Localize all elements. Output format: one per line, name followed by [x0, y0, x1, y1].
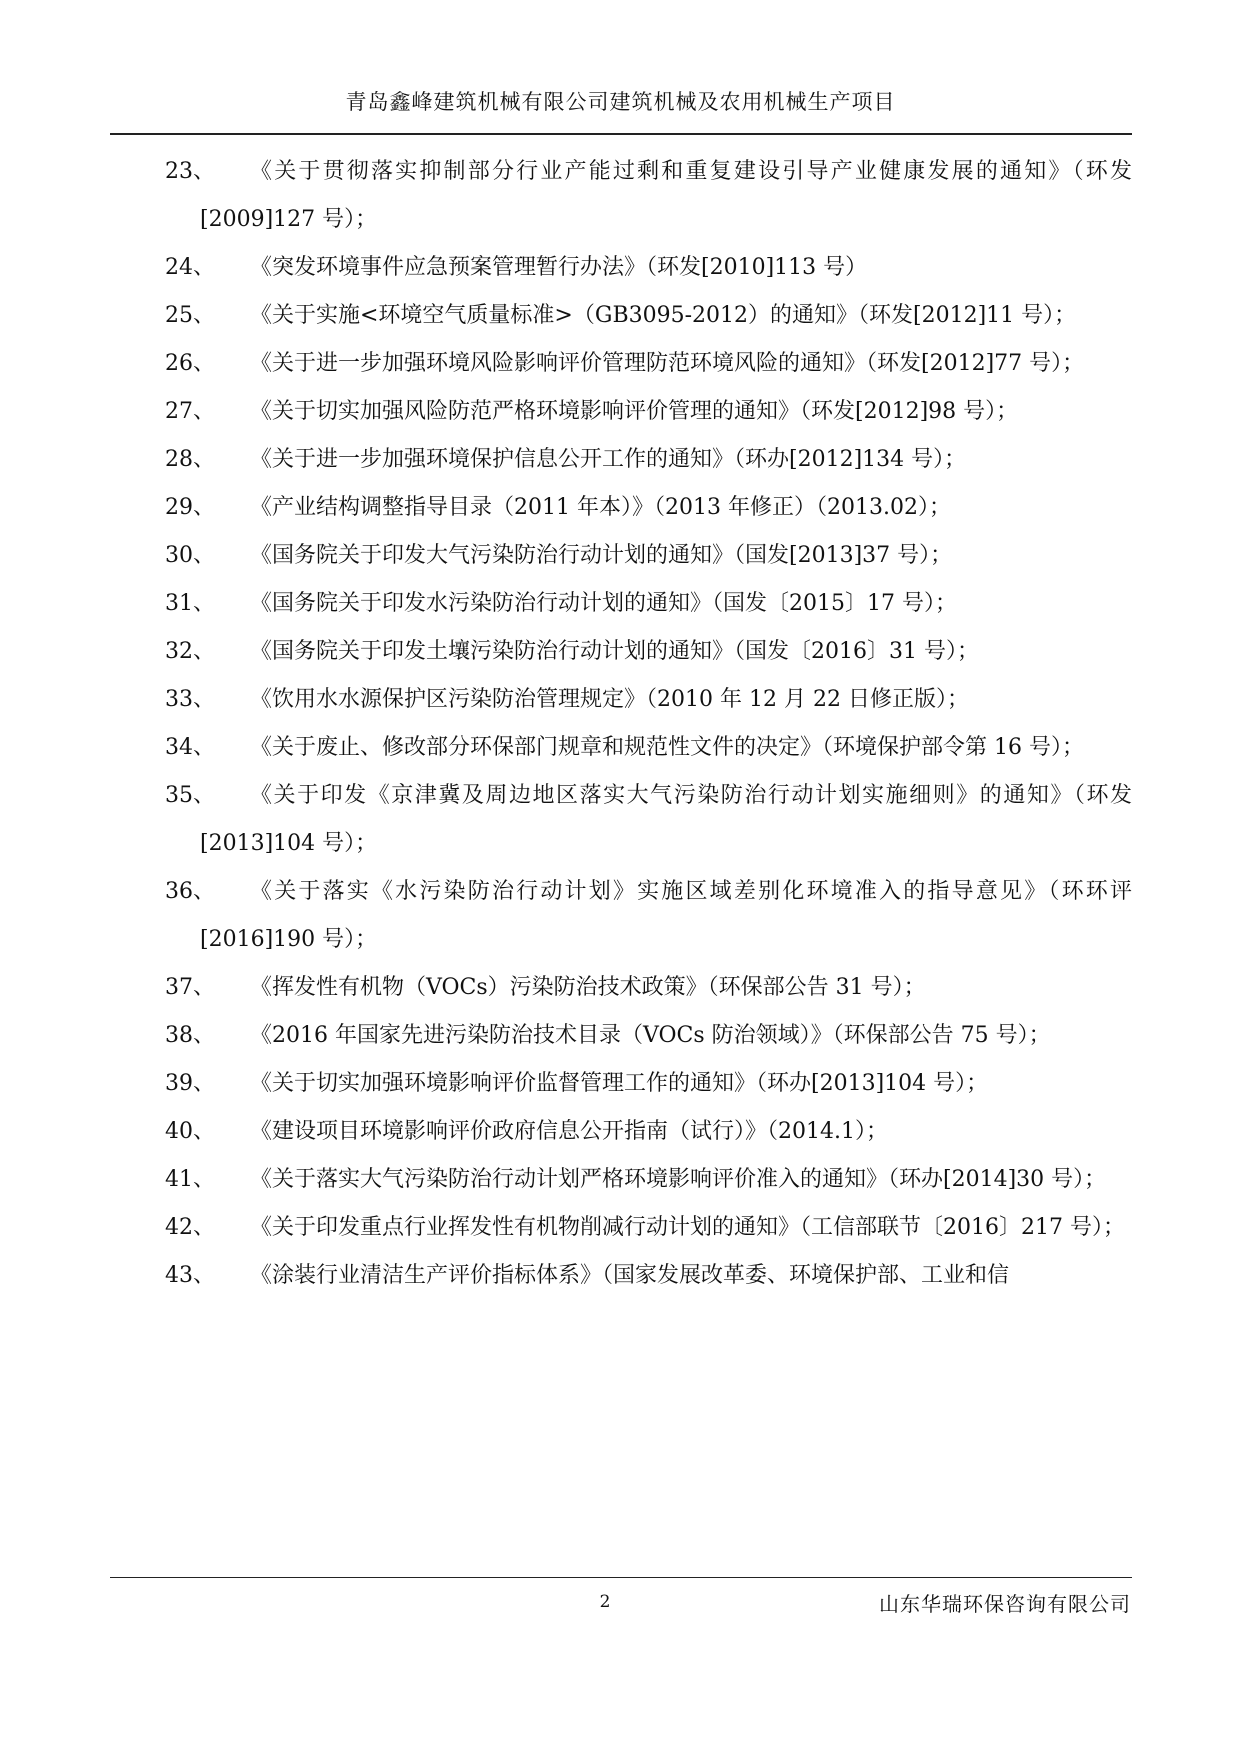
reference-text: 《产业结构调整指导目录（2011 年本）》（2013 年修正）（2013.02）； [250, 495, 951, 520]
reference-text: 《关于进一步加强环境保护信息公开工作的通知》（环办[2012]134 号）； [250, 447, 967, 472]
reference-item [0, 292, 1241, 340]
footer-company: 山东华瑞环保咨询有限公司 [879, 1592, 1131, 1616]
reference-item [0, 532, 1241, 580]
reference-number: 32、 [165, 639, 215, 664]
reference-number: 43、 [165, 1263, 215, 1288]
reference-number: 27、 [165, 399, 215, 424]
reference-number: 29、 [165, 495, 215, 520]
reference-number: 28、 [165, 447, 215, 472]
reference-number: 33、 [165, 687, 215, 712]
reference-number: 34、 [165, 735, 215, 760]
reference-text: 《关于进一步加强环境风险影响评价管理防范环境风险的通知》（环发[2012]77 号）； [250, 351, 1085, 376]
reference-item [0, 628, 1241, 676]
reference-number: 23、 [165, 159, 215, 184]
reference-number: 42、 [165, 1215, 215, 1240]
reference-text: 《国务院关于印发水污染防治行动计划的通知》（国发〔2015〕17 号）； [250, 591, 957, 616]
reference-text: 《涂装行业清洁生产评价指标体系》（国家发展改革委、环境保护部、工业和信 [250, 1263, 1010, 1288]
reference-text: 《建设项目环境影响评价政府信息公开指南（试行）》（2014.1）； [250, 1119, 888, 1144]
reference-text: 《国务院关于印发大气污染防治行动计划的通知》（国发[2013]37 号）； [250, 543, 953, 568]
reference-item [0, 1156, 1241, 1204]
reference-item [0, 868, 1241, 964]
reference-number: 40、 [165, 1119, 215, 1144]
reference-number: 35、 [165, 783, 215, 808]
reference-text: 《挥发性有机物（VOCs）污染防治技术政策》（环保部公告 31 号）； [250, 975, 926, 1000]
reference-item [0, 1204, 1241, 1252]
reference-list [0, 148, 1241, 1300]
reference-number: 31、 [165, 591, 215, 616]
reference-number: 25、 [165, 303, 215, 328]
reference-text: 《关于废止、修改部分环保部门规章和规范性文件的决定》（环境保护部令第 16 号）； [250, 735, 1084, 760]
reference-item [0, 388, 1241, 436]
reference-item [0, 484, 1241, 532]
reference-text: 《关于实施<环境空气质量标准>（GB3095-2012）的通知》（环发[2012]11 号）； [250, 303, 1077, 328]
reference-number: 36、 [165, 879, 215, 904]
reference-item [0, 676, 1241, 724]
reference-text: 《关于落实大气污染防治行动计划严格环境影响评价准入的通知》（环办[2014]30 号）； [250, 1167, 1107, 1192]
reference-item [0, 148, 1241, 244]
reference-item [0, 1060, 1241, 1108]
reference-number: 39、 [165, 1071, 215, 1096]
header-divider [110, 133, 1132, 135]
reference-text: 《关于切实加强风险防范严格环境影响评价管理的通知》（环发[2012]98 号）； [250, 399, 1019, 424]
reference-text: 《突发环境事件应急预案管理暂行办法》（环发[2010]113 号） [250, 255, 868, 280]
reference-item [0, 724, 1241, 772]
reference-item [0, 772, 1241, 868]
reference-text: 《2016 年国家先进污染防治技术目录（VOCs 防治领域）》（环保部公告 75 号）； [250, 1023, 1051, 1048]
reference-text: 《关于切实加强环境影响评价监督管理工作的通知》（环办[2013]104 号）； [250, 1071, 989, 1096]
reference-item [0, 964, 1241, 1012]
footer-divider [110, 1577, 1132, 1578]
reference-item [0, 1252, 1241, 1300]
reference-item [0, 244, 1241, 292]
reference-number: 24、 [165, 255, 215, 280]
reference-number: 26、 [165, 351, 215, 376]
page-number: 2 [599, 1592, 611, 1612]
reference-text: 《关于印发重点行业挥发性有机物削减行动计划的通知》（工信部联节〔2016〕217 号）； [250, 1215, 1125, 1240]
reference-item [0, 436, 1241, 484]
reference-number: 38、 [165, 1023, 215, 1048]
reference-item [0, 1108, 1241, 1156]
page-header-title: 青岛鑫峰建筑机械有限公司建筑机械及农用机械生产项目 [345, 90, 896, 114]
reference-text: 《国务院关于印发土壤污染防治行动计划的通知》（国发〔2016〕31 号）； [250, 639, 979, 664]
reference-number: 41、 [165, 1167, 215, 1192]
reference-text: 《关于落实《水污染防治行动计划》实施区域差别化环境准入的指导意见》（环环评[2016]190 号）； [200, 879, 1132, 952]
reference-item [0, 340, 1241, 388]
reference-number: 30、 [165, 543, 215, 568]
reference-item [0, 1012, 1241, 1060]
reference-number: 37、 [165, 975, 215, 1000]
reference-text: 《关于印发《京津冀及周边地区落实大气污染防治行动计划实施细则》的通知》（环发[2013]104 号）； [200, 783, 1132, 856]
reference-text: 《关于贯彻落实抑制部分行业产能过剩和重复建设引导产业健康发展的通知》（环发[2009]127 号）； [200, 159, 1132, 232]
reference-item [0, 580, 1241, 628]
reference-text: 《饮用水水源保护区污染防治管理规定》（2010 年 12 月 22 日修正版）； [250, 687, 969, 712]
